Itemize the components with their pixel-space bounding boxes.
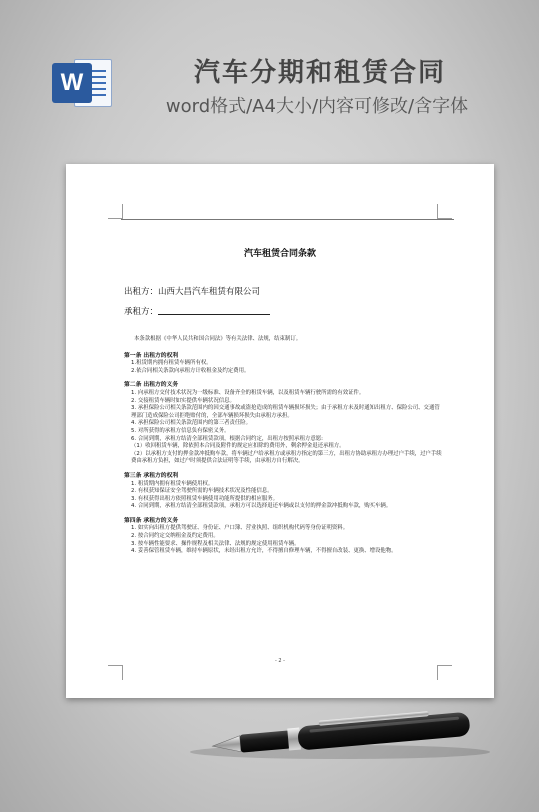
clause-item: 4. 承担保险公司相关条款范围内的第三者责任险。 [131, 420, 252, 427]
crop-mark-top-left [108, 204, 123, 219]
clause-item: 1. 租赁期内拥有租赁车辆使用权。 [131, 480, 214, 487]
intro-paragraph: 本条款根据《中华人民共和国合同法》等有关法律、法规，结束制订。 [134, 336, 302, 342]
clause-item: （2）以承租方支付的押金款冲抵购车款，将车辆过户给承租方或承租方指定的第三方，出租方协助承租方办理过户手续，过户手续费由承租方负担，如过户时须提供合法证明等手续，由承租方自行解决。 [131, 450, 442, 465]
document-title: 汽车租赁合同条款 [243, 249, 316, 259]
clause-item: 2. 按合同约定交纳租金及约定费用。 [131, 533, 219, 540]
page-title: 汽车分期和租赁合同 [193, 58, 446, 88]
clause-item: 1. 向承租方交付技术状况为一级标准、设备齐全的租赁车辆，以及租赁车辆行驶所需的有效证件。 [131, 389, 365, 396]
clause-item: 3. 按车辆性能要求、操作规程及相关法律、法规的规定使用租赁车辆。 [131, 540, 300, 547]
promo-header [0, 0, 539, 130]
lessee-line [124, 305, 270, 317]
clause-item: 2. 有权获知保证安全驾驶所需的车辆技术状况及性能信息。 [131, 488, 273, 495]
section-heading: 第一条 出租方的权利 [124, 352, 179, 359]
word-document-icon [52, 55, 110, 109]
crop-mark-bottom-right [437, 665, 452, 680]
document-page [66, 164, 494, 698]
clause-item: 6. 合同到期，承租方结清全部租赁款项，根据合同约定，出租方按照承租方意愿: [131, 435, 323, 442]
clause-item: 1.租赁期内拥有租赁车辆所有权。 [131, 360, 212, 367]
crop-mark-top-right [437, 204, 452, 219]
word-logo-tile: W [52, 63, 92, 103]
header-rule [121, 219, 454, 220]
lessee-blank [158, 306, 270, 315]
clause-item: 2. 交接租赁车辆时如实提供车辆状况信息。 [131, 397, 235, 404]
lessor-value: 山西大昌汽车租赁有限公司 [158, 287, 261, 297]
clause-item: 3. 承担保险公司相关条款范围内的因交通事故或盗抢造成的租赁车辆损坏损失；由于承租方未及时通知出租方、保险公司、交通管理部门造成保险公司拒绝赔付的，全部车辆损坏损失由承租方承担。 [131, 405, 440, 419]
clause-item: （1）收回租赁车辆，除依照本合同及附件的规定应扣除的费用外，剩余押金退还承租方。 [131, 443, 345, 450]
lessee-label: 承租方： [124, 307, 159, 317]
page-number: - 2 - [275, 658, 285, 664]
clause-item: 2.依合同相关条款向承租方计收租金及约定费用。 [131, 367, 250, 374]
crop-mark-bottom-left [108, 665, 123, 680]
lessor-label: 出租方： [124, 287, 159, 297]
section-heading: 第四条 承租方的义务 [124, 517, 179, 524]
clause-item: 4. 合同到期，承租方结清全部租赁款项，承租方可以选择退还车辆或以支付的押金款冲抵购车款，购买车辆。 [131, 503, 392, 510]
clause-item: 4. 妥善保管租赁车辆，维持车辆原状，未经出租方允许，不得擅自修理车辆，不得擅自改装、更换、增设他物。 [131, 548, 397, 555]
contract-body [124, 336, 444, 556]
clause-item: 1. 如实向出租方提供驾驶证、身份证、户口簿、营业执照、组织机构代码等身份证明资料。 [131, 525, 349, 532]
clause-item: 3. 有权获得出租方依照租赁车辆使用功能所提供的相应服务。 [131, 495, 279, 502]
section-heading: 第二条 出租方的义务 [124, 382, 179, 389]
clause-item: 5. 对所获得的承租方信息负有保密义务。 [131, 427, 230, 434]
lessor-line [124, 285, 260, 297]
section-heading: 第三条 承租方的权利 [124, 472, 179, 479]
page-subtitle: word格式/A4大小/内容可修改/含字体 [165, 96, 469, 117]
